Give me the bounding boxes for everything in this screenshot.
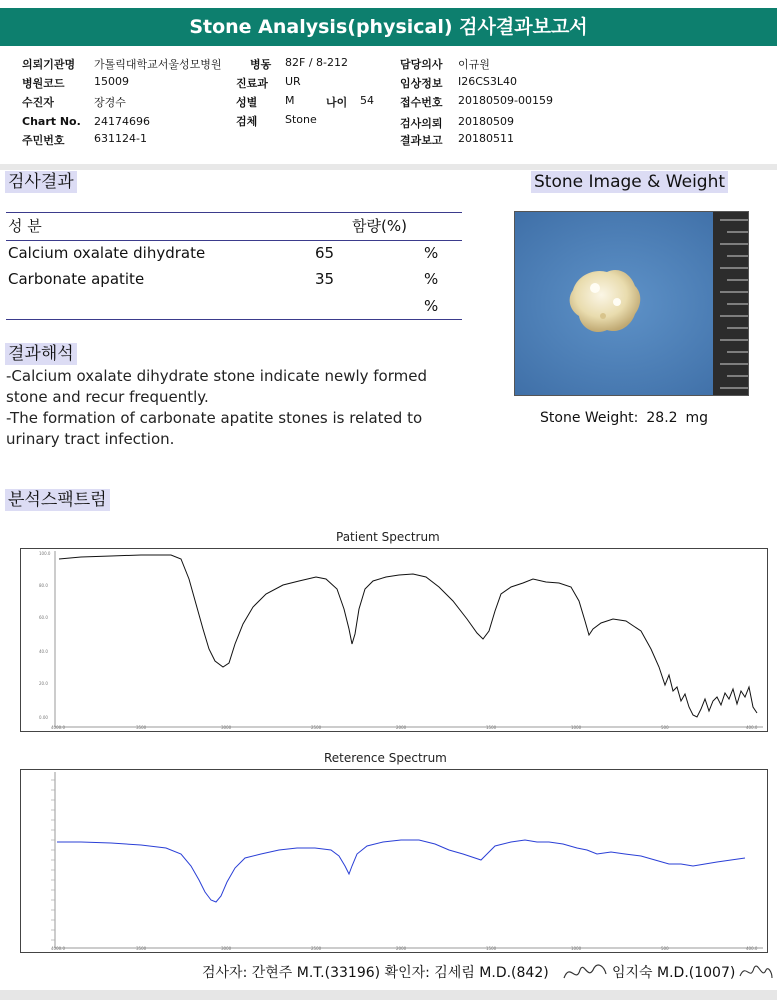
svg-text:80.0: 80.0	[39, 583, 48, 588]
patient-value: 장경수	[94, 96, 126, 109]
svg-text:0.00: 0.00	[39, 715, 48, 720]
specimen-value: Stone	[285, 113, 317, 126]
patient-spectrum-chart	[20, 548, 768, 732]
dept-label: 진료과	[236, 77, 268, 90]
spectrum-section-title: 분석스팩트럼	[5, 489, 110, 511]
result-value: 65	[315, 244, 335, 262]
requester-label: 의뢰기관명	[22, 58, 76, 71]
resident-value: 631124-1	[94, 132, 147, 145]
bottom-strip	[0, 990, 777, 1000]
svg-text:4000.0: 4000.0	[51, 946, 65, 951]
resident-label: 주민번호	[22, 134, 65, 147]
result-unit: %	[424, 244, 439, 262]
svg-text:3000: 3000	[221, 725, 232, 730]
age-label: 나이	[326, 96, 348, 109]
svg-text:2500: 2500	[311, 946, 322, 951]
stone-weight-value: 28.2	[646, 410, 678, 426]
divider	[0, 164, 777, 170]
doctor-value: 이규원	[458, 58, 490, 71]
signature-icon	[738, 958, 774, 986]
ward-label: 병동	[250, 58, 272, 71]
svg-text:1000: 1000	[571, 946, 582, 951]
chart-label: Chart No.	[22, 115, 81, 128]
hospital-code-value: 15009	[94, 75, 129, 88]
svg-text:1500: 1500	[486, 946, 497, 951]
receipt-label: 접수번호	[400, 96, 443, 109]
signature-footer	[0, 956, 777, 986]
footer-text-2: 임지숙 M.D.(1007)	[612, 965, 736, 981]
results-section-title: 검사결과	[5, 171, 77, 193]
svg-text:3500: 3500	[136, 725, 147, 730]
stone-photo	[514, 211, 749, 396]
svg-text:400.0: 400.0	[746, 946, 758, 951]
clinical-value: I26CS3L40	[458, 75, 518, 88]
interpretation-title: 결과해석	[5, 343, 77, 365]
ward-value: 82F / 8-212	[285, 56, 348, 69]
svg-text:60.0: 60.0	[39, 615, 48, 620]
stone-weight	[540, 410, 708, 426]
svg-text:4000.0: 4000.0	[51, 725, 65, 730]
clinical-label: 임상정보	[400, 77, 443, 90]
dept-value: UR	[285, 75, 301, 88]
svg-text:100.0: 100.0	[39, 551, 51, 556]
age-value: 54	[360, 94, 374, 107]
hospital-code-label: 병원코드	[22, 77, 65, 90]
reference-spectrum-chart	[20, 769, 768, 953]
patient-spectrum-title: Patient Spectrum	[336, 530, 440, 544]
report-date-label: 결과보고	[400, 134, 443, 147]
image-section-title: Stone Image & Weight	[531, 171, 728, 193]
svg-text:20.0: 20.0	[39, 681, 48, 686]
svg-text:500: 500	[661, 946, 669, 951]
result-name: Calcium oxalate dihydrate	[8, 244, 206, 262]
patient-label: 수진자	[22, 96, 54, 109]
request-date-label: 검사의뢰	[400, 117, 443, 130]
svg-text:2000: 2000	[396, 946, 407, 951]
interpretation-line: -Calcium oxalate dihydrate stone indicate newly formed stone and recur frequently.	[6, 367, 427, 406]
result-name: Carbonate apatite	[8, 270, 145, 288]
svg-text:3000: 3000	[221, 946, 232, 951]
request-date-value: 20180509	[458, 115, 514, 128]
specimen-label: 검체	[236, 115, 258, 128]
footer-text: 검사자: 간현주 M.T.(33196) 확인자: 김세림 M.D.(842)	[202, 965, 549, 981]
svg-text:1500: 1500	[486, 725, 497, 730]
svg-text:3500: 3500	[136, 946, 147, 951]
result-unit: %	[424, 270, 439, 288]
requester-value: 가톨릭대학교서울성모병원	[94, 58, 222, 71]
result-unit: %	[424, 297, 439, 315]
col-component-header: 성 분	[8, 217, 42, 235]
doctor-label: 담당의사	[400, 58, 443, 71]
result-value: 35	[315, 270, 335, 288]
svg-text:400.0: 400.0	[746, 725, 758, 730]
signature-icon	[560, 956, 610, 986]
interpretation-text	[6, 366, 456, 450]
svg-text:1000: 1000	[571, 725, 582, 730]
stone-weight-unit: mg	[685, 410, 709, 426]
svg-text:40.0: 40.0	[39, 649, 48, 654]
report-title: Stone Analysis(physical) 검사결과보고서	[0, 8, 777, 46]
svg-text:500: 500	[661, 725, 669, 730]
svg-text:2500: 2500	[311, 725, 322, 730]
receipt-value: 20180509-00159	[458, 94, 553, 107]
reference-spectrum-title: Reterence Spectrum	[324, 751, 447, 765]
chart-value: 24174696	[94, 115, 150, 128]
report-date-value: 20180511	[458, 132, 514, 145]
sex-label: 성별	[236, 96, 258, 109]
interpretation-line: -The formation of carbonate apatite stones is related to urinary tract infection.	[6, 409, 423, 448]
col-amount-header: 함량(%)	[352, 217, 407, 235]
svg-text:2000: 2000	[396, 725, 407, 730]
stone-weight-label: Stone Weight:	[540, 410, 639, 426]
sex-value: M	[285, 94, 295, 107]
